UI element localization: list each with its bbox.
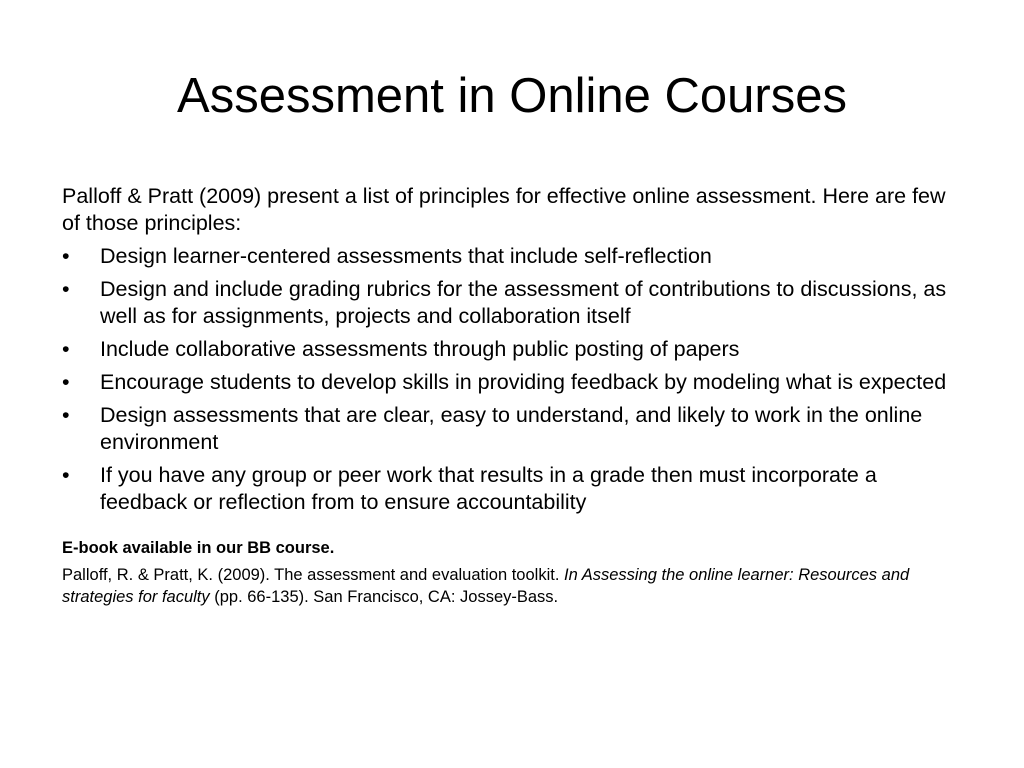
bullet-icon: • (62, 370, 70, 394)
intro-text: Palloff & Pratt (2009) present a list of principles for effective online assessment. Here are few of those principles: (62, 184, 946, 235)
slide-title: Assessment in Online Courses (177, 69, 847, 123)
list-item-text: If you have any group or peer work that results in a grade then must incorporate a feedback or reflection from to ensure accountability (100, 463, 877, 514)
list-item-text: Design assessments that are clear, easy to understand, and likely to work in the online environment (100, 403, 923, 454)
list-item (62, 462, 962, 516)
list-item-text: Design learner-centered assessments that include self-reflection (100, 244, 712, 268)
bullet-icon: • (62, 337, 70, 361)
list-item (62, 243, 962, 270)
slide-body (62, 183, 962, 608)
bullet-icon: • (62, 244, 70, 268)
list-item (62, 336, 962, 363)
principles-list (62, 243, 962, 516)
bullet-icon: • (62, 463, 70, 487)
list-item-text: Encourage students to develop skills in providing feedback by modeling what is expected (100, 370, 947, 394)
citation-book-title: In Assessing the online learner: Resources and strategies for faculty (62, 566, 910, 606)
list-item (62, 276, 962, 330)
list-item-text: Include collaborative assessments through public posting of papers (100, 337, 740, 361)
ebook-note: E-book available in our BB course. (62, 539, 335, 557)
list-item-text: Design and include grading rubrics for the assessment of contributions to discussions, as well as for assignments, projects and collaboration itself (100, 277, 947, 328)
citation-publisher: (pp. 66-135). San Francisco, CA: Jossey-Bass. (209, 588, 559, 606)
bullet-icon: • (62, 403, 70, 427)
citation (62, 564, 922, 608)
list-item (62, 402, 962, 456)
list-item (62, 369, 962, 396)
citation-text: Palloff, R. & Pratt, K. (2009). The assessment and evaluation toolkit. (62, 566, 564, 584)
bullet-icon: • (62, 277, 70, 301)
